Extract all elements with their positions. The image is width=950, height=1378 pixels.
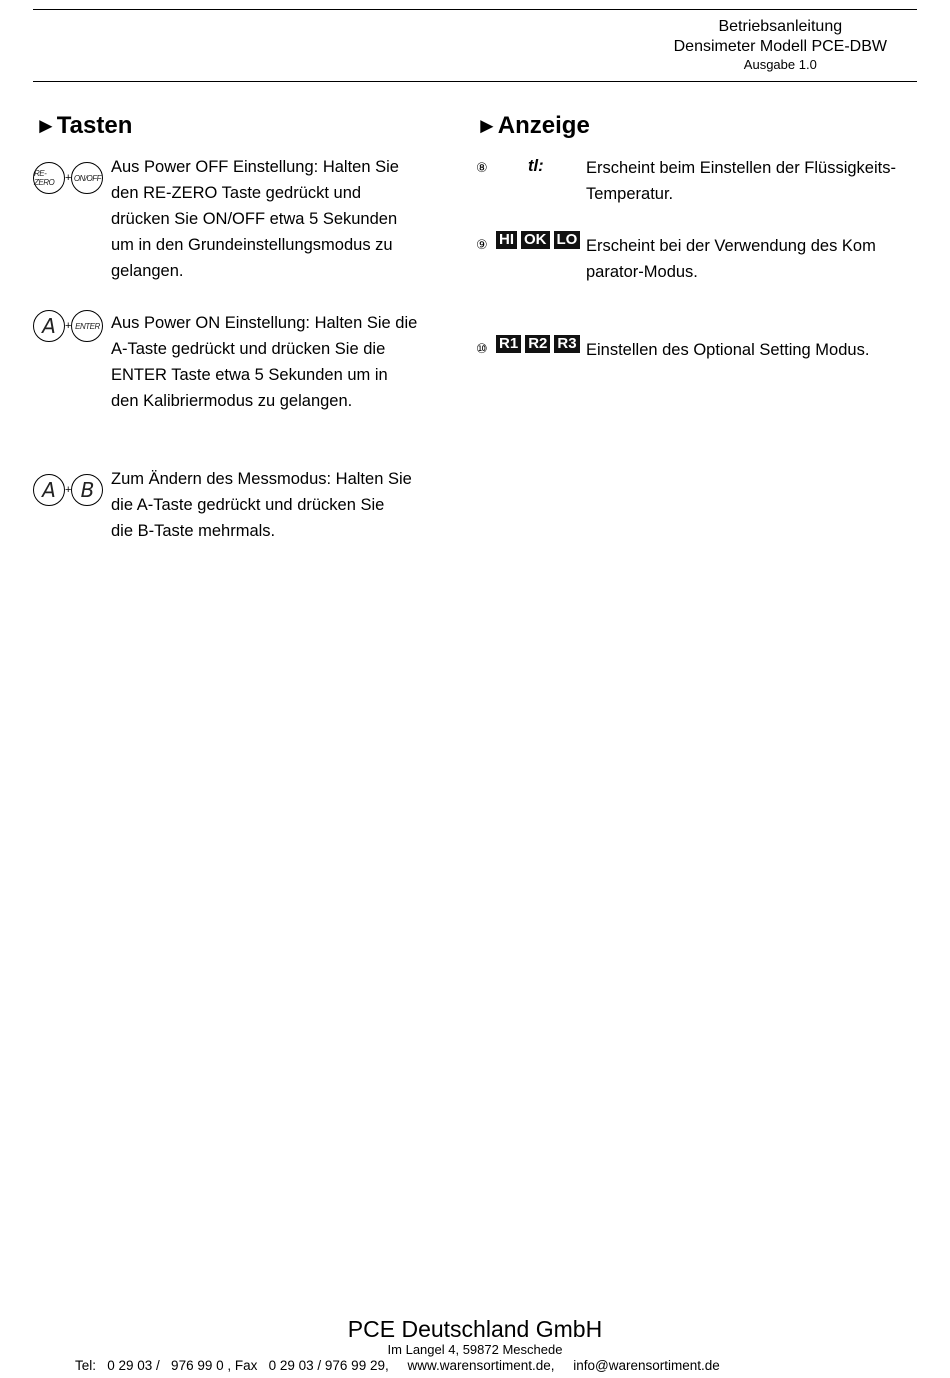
text-line: um in den Grundeinstellungsmodus zu	[111, 236, 393, 254]
tasten-paragraph-3	[111, 466, 412, 544]
plus-sign: +	[65, 320, 72, 332]
optional-setting-badges	[496, 335, 580, 353]
header-model: Densimeter Modell PCE-DBW	[673, 38, 887, 55]
text-line: den RE-ZERO Taste gedrückt und	[111, 184, 362, 202]
document-header	[674, 17, 887, 73]
hi-badge: HI	[496, 231, 517, 249]
header-edition: Ausgabe 1.0	[743, 57, 817, 72]
enter-key-icon: ENTER	[71, 310, 103, 342]
triangle-arrow-icon: ►	[35, 113, 57, 138]
anzeige-paragraph-3	[586, 337, 869, 363]
text-line: Aus Power OFF Einstellung: Halten Sie	[111, 158, 399, 176]
onoff-key-icon: ON/OFF	[71, 162, 103, 194]
tasten-title: Tasten	[56, 112, 133, 139]
item-number-9: ⑨	[476, 238, 488, 253]
text-line: Zum Ändern des Messmodus: Halten Sie	[111, 470, 412, 488]
text-line: ENTER Taste etwa 5 Sekunden um in	[111, 366, 388, 384]
tasten-paragraph-2	[111, 310, 417, 414]
header-title: Betriebsanleitung	[718, 18, 843, 35]
anzeige-paragraph-2	[586, 233, 876, 285]
a-key-icon: A	[33, 310, 65, 342]
text-line: den Kalibriermodus zu gelangen.	[111, 392, 353, 410]
text-line: A-Taste gedrückt und drücken Sie die	[111, 340, 386, 358]
anzeige-heading	[476, 112, 590, 140]
text-line: Erscheint bei der Verwendung des Kom	[586, 237, 876, 255]
text-line: drücken Sie ON/OFF etwa 5 Sekunden	[111, 210, 398, 228]
footer-address: Im Langel 4, 59872 Meschede	[387, 1342, 563, 1357]
footer-contact: Tel: 0 29 03 / 976 99 0 , Fax 0 29 03 / 976 99 29, www.warensortiment.de, info@warensortiment.de	[75, 1358, 720, 1373]
plus-sign: +	[65, 484, 72, 496]
text-line: Erscheint beim Einstellen der Flüssigkeits-	[586, 159, 896, 177]
ok-badge: OK	[521, 231, 550, 249]
text-line: Aus Power ON Einstellung: Halten Sie die	[111, 314, 418, 332]
lo-badge: LO	[554, 231, 581, 249]
text-line: gelangen.	[111, 262, 184, 280]
text-line: Einstellen des Optional Setting Modus.	[586, 341, 870, 359]
a-key-icon: A	[33, 474, 65, 506]
text-line: die B-Taste mehrmals.	[111, 522, 276, 540]
footer-company: PCE Deutschland GmbH	[347, 1316, 603, 1342]
a-b-combo	[33, 474, 103, 506]
item-number-8: ⑧	[476, 161, 488, 176]
anzeige-title: Anzeige	[497, 112, 590, 139]
triangle-arrow-icon: ►	[476, 113, 498, 138]
header-bottom-rule	[33, 81, 917, 82]
tasten-paragraph-1	[111, 154, 399, 284]
b-key-icon: B	[71, 474, 103, 506]
rezero-onoff-combo	[33, 162, 103, 194]
text-line: Temperatur.	[586, 185, 674, 203]
plus-sign: +	[65, 172, 72, 184]
header-top-rule	[33, 9, 917, 10]
text-line: die A-Taste gedrückt und drücken Sie	[111, 496, 385, 514]
r2-badge: R2	[525, 335, 550, 353]
rezero-key-icon: RE-ZERO	[33, 162, 65, 194]
anzeige-paragraph-1	[586, 155, 896, 207]
tasten-heading	[35, 112, 132, 140]
r1-badge: R1	[496, 335, 521, 353]
a-enter-combo	[33, 310, 103, 342]
item-number-10: ⑩	[476, 342, 488, 357]
comparator-badges	[496, 231, 580, 249]
text-line: parator-Modus.	[586, 263, 698, 281]
r3-badge: R3	[554, 335, 579, 353]
temperature-symbol: tl:	[528, 157, 544, 175]
